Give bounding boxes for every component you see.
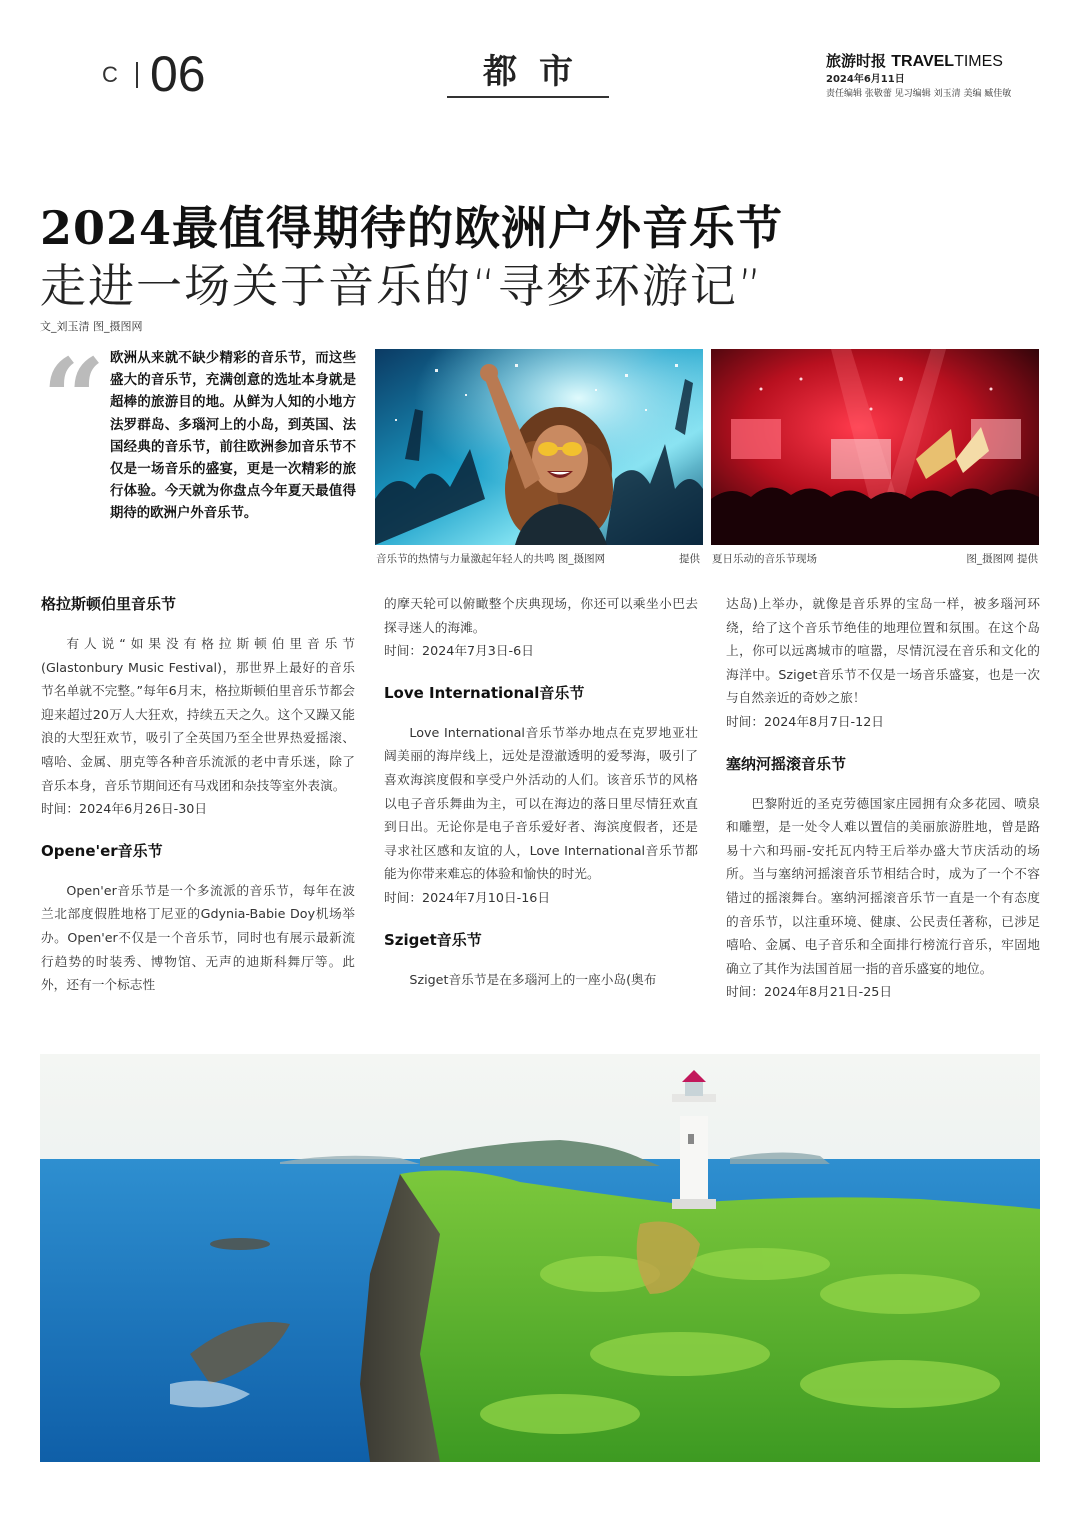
body-love: Love International音乐节举办地点在克罗地亚壮阔美丽的海岸线上，远处是澄澈透明的爱琴海，吸引了喜欢海滨度假和享受户外活动的人们。该音乐节的风格以电子音乐舞曲为主，可以在海边的落日里尽情狂欢直到日出。无论你是电子音乐爱好者、海滨度假者，还是寻求社区感和友谊的人，Love International音乐节都能为你带来难忘的体验和愉快的时光。 xyxy=(384,724,698,882)
heading-opener: Opene'er音乐节 xyxy=(41,841,163,860)
photo1-caption xyxy=(376,551,700,566)
photo2-credit: 图_摄图网 提供 xyxy=(966,553,1038,565)
body-sziget: Sziget音乐节是在多瑙河上的一座小岛(奥布 xyxy=(409,971,657,987)
column-3 xyxy=(726,592,1040,1004)
photo-stage-show xyxy=(711,349,1039,545)
lead-paragraph: 欧洲从来就不缺少精彩的音乐节，而这些盛大的音乐节，充满创意的选址本身就是超棒的旅游目的地。从鲜为人知的小地方法罗群岛、多瑙河上的小岛，到英国、法国经典的音乐节，前往欧洲参加音乐节不仅是一场音乐的盛宴，更是一次精彩的旅行体验。今天就为你盘点今年夏天最值得期待的欧洲户外音乐节。 xyxy=(110,351,356,522)
masthead-en: TIMES xyxy=(954,53,1003,70)
photo-faroe-lighthouse xyxy=(40,1054,1040,1462)
photo1-caption-text: 音乐节的热情与力量激起年轻人的共鸣 图_摄图网 xyxy=(376,553,606,565)
time-seine: 时间：2024年8月21日-25日 xyxy=(726,984,893,1000)
photo-faroe-lighthouse-art xyxy=(40,1054,1040,1462)
photo2-caption xyxy=(712,551,1038,566)
column-2 xyxy=(384,592,698,991)
page-number: 06 xyxy=(150,46,206,102)
photo-stage-show-art xyxy=(711,349,1039,545)
staff-credits: 责任编辑 张敬蕾 见习编辑 刘玉清 美编 臧佳敏 xyxy=(826,89,1012,99)
heading-seine: 塞纳河摇滚音乐节 xyxy=(726,754,847,773)
column-1 xyxy=(41,592,355,997)
time-love: 时间：2024年7月10日-16日 xyxy=(384,889,551,905)
heading-love: Love International音乐节 xyxy=(384,683,585,702)
time-sziget: 时间：2024年8月7日-12日 xyxy=(726,713,884,729)
article-title: 2024最值得期待的欧洲户外音乐节 xyxy=(40,201,784,255)
article-subtitle: 走进一场关于音乐的“寻梦环游记” xyxy=(40,259,764,313)
byline: 文_刘玉清 图_摄图网 xyxy=(40,320,143,333)
heading-sziget: Sziget音乐节 xyxy=(384,930,482,949)
body-seine: 巴黎附近的圣克劳德国家庄园拥有众多花园、喷泉和雕塑，是一处令人难以置信的美丽旅游胜地，曾是路易十六和玛丽-安托瓦内特王后举办盛大节庆活动的场所。当与塞纳河摇滚音乐节相结合时，成为了一个不容错过的摇滚舞台。塞纳河摇滚音乐节一直是一个有态度的音乐节，以注重环境、健康、公民责任著称，已涉足嘻哈、金属、电子音乐和全面排行榜流行音乐，牢固地确立了其作为法国首屈一指的音乐盛宴的地位。 xyxy=(726,795,1040,976)
section-title: 都市 xyxy=(483,52,595,92)
heading-glastonbury: 格拉斯顿伯里音乐节 xyxy=(41,595,177,613)
quote-mark-icon: “ xyxy=(42,334,106,463)
time-glastonbury: 时间：2024年6月26日-30日 xyxy=(41,801,208,817)
masthead-cn: 旅游时报 xyxy=(826,52,887,70)
photo-festival-crowd-art xyxy=(375,349,703,545)
section-underline xyxy=(447,96,609,98)
masthead xyxy=(826,50,1003,71)
page-prefix: C xyxy=(102,62,120,87)
page-divider xyxy=(136,62,138,88)
issue-date: 2024年6月11日 xyxy=(826,74,905,85)
time-opener: 时间：2024年7月3日-6日 xyxy=(384,643,534,659)
masthead-en-bold: TRAVEL xyxy=(891,53,955,70)
photo1-credit: 提供 xyxy=(679,553,700,565)
body-opener-cont: 的摩天轮可以俯瞰整个庆典现场，你还可以乘坐小巴去探寻迷人的海滩。 xyxy=(384,596,698,635)
body-sziget-cont: 达岛)上举办，就像是音乐界的宝岛一样，被多瑙河环绕，给了这个音乐节绝佳的地理位置和氛围。在这个岛上，你可以远离城市的喧嚣，尽情沉浸在音乐和文化的海洋中。Sziget音乐节不仅是一场音乐盛宴，也是一次与自然亲近的奇妙之旅！ xyxy=(726,596,1040,706)
photo2-caption-text: 夏日乐动的音乐节现场 xyxy=(712,553,817,565)
photo-festival-crowd xyxy=(375,349,703,545)
body-glastonbury: 有人说“如果没有格拉斯顿伯里音乐节(Glastonbury Music Festival)，那世界上最好的音乐节名单就不完整。”每年6月末，格拉斯顿伯里音乐节都会迎来超过20万人大狂欢，持续五天之久。这个又躁又能浪的大型狂欢节，吸引了全英国乃至全世界热爱摇滚、嘻哈、金属、朋克等各种音乐流派的老中青乐迷，除了音乐本身，音乐节期间还有马戏团和杂技等室外表演。 xyxy=(41,636,355,793)
body-opener: Open'er音乐节是一个多流派的音乐节，每年在波兰北部度假胜地格丁尼亚的Gdynia-Babie Doy机场举办。Open'er不仅是一个音乐节，同时也有展示最新流行趋势的时装秀、博物馆、无声的迪斯科舞厅等。此外，还有一个标志性 xyxy=(41,882,355,993)
